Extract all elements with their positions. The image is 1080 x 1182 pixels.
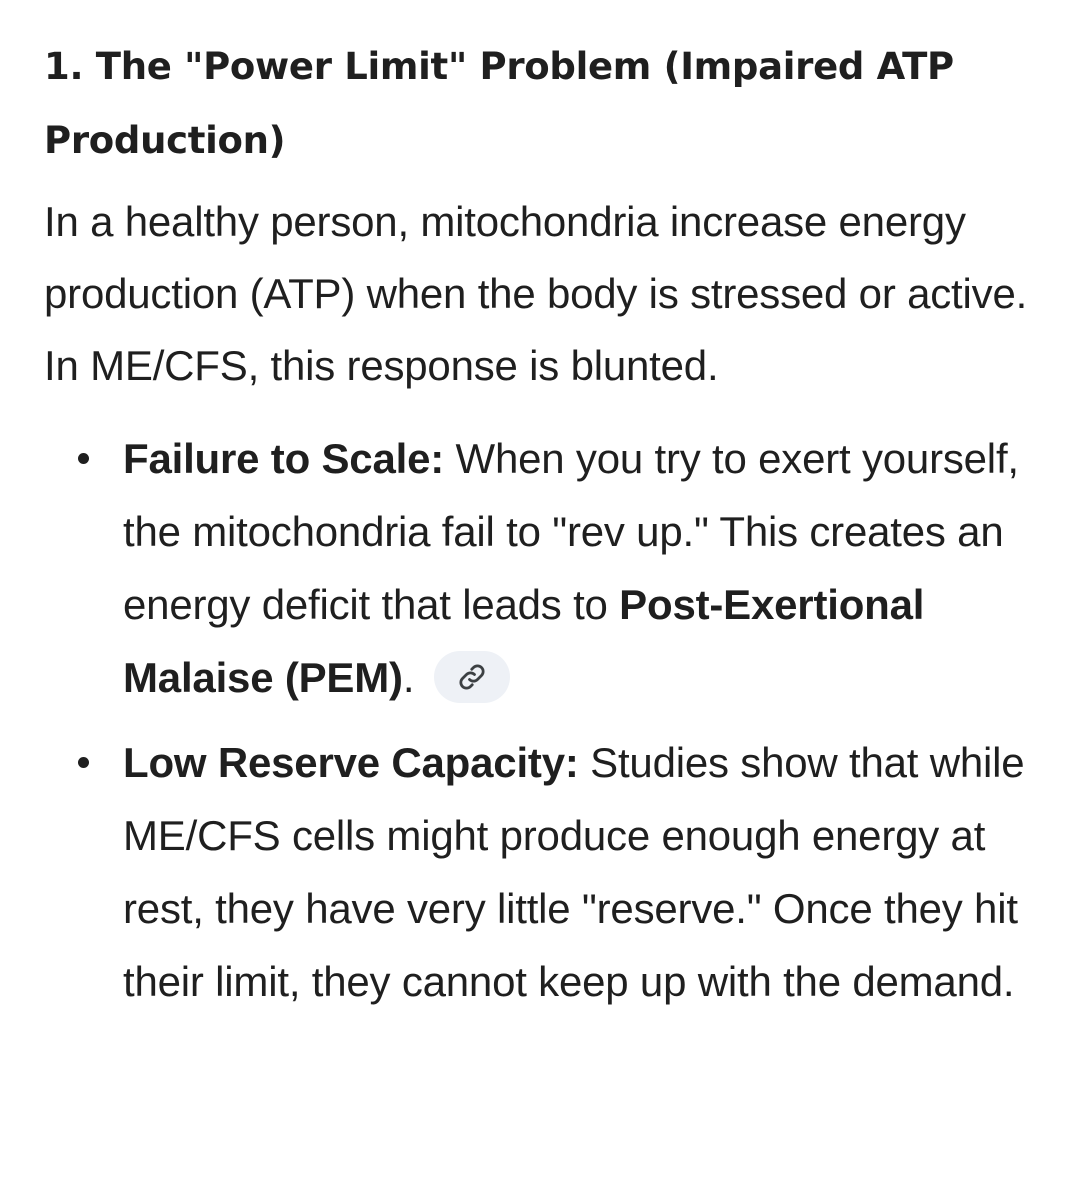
bullet-failure-to-scale xyxy=(44,422,1044,714)
bullet-title: Low Reserve Capacity: xyxy=(123,739,579,786)
bullet-text: When you try to exert yourself, the mitochondria fail to "rev up." This creates an energy deficit that leads to xyxy=(123,435,1019,628)
bullet-list xyxy=(44,422,1044,1018)
intro-paragraph: In a healthy person, mitochondria increase energy production (ATP) when the body is stressed or active. In ME/CFS, this response is blunted. xyxy=(44,198,1028,389)
bullet-emphasis: Post-Exertional Malaise (PEM) xyxy=(123,581,925,701)
section-heading: 1. The "Power Limit" Problem (Impaired ATP Production) xyxy=(44,45,954,162)
bullet-dot xyxy=(78,757,89,768)
bullet-text: Studies show that while ME/CFS cells might produce enough energy at rest, they have very little "reserve." Once they hit their limit, they cannot keep up with the demand. xyxy=(123,739,1025,1005)
bullet-tail: . xyxy=(402,654,415,701)
link-icon xyxy=(457,662,487,692)
response-content xyxy=(44,30,1044,1030)
source-link-button[interactable] xyxy=(434,651,510,703)
bullet-dot xyxy=(78,453,89,464)
bullet-title: Failure to Scale: xyxy=(123,435,445,482)
bullet-low-reserve-capacity xyxy=(44,726,1044,1018)
